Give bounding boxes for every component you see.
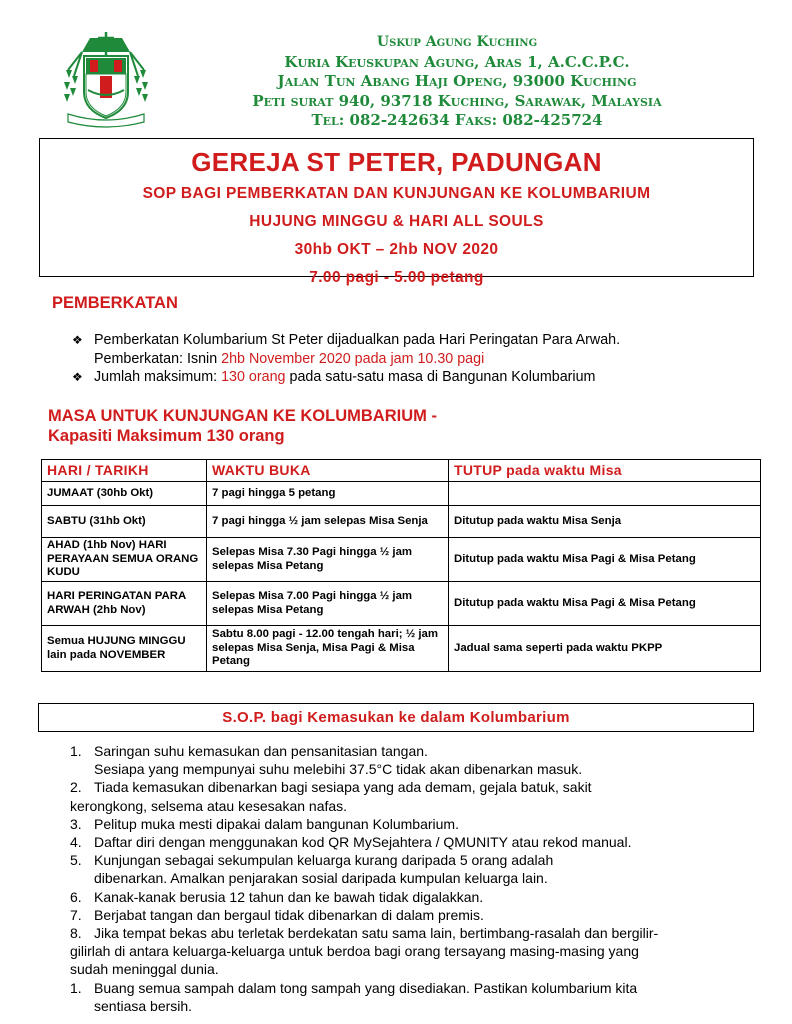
table-header-row [42, 460, 761, 482]
bullet-item [72, 331, 732, 368]
bullet-item [72, 368, 732, 387]
column-header-text: TUTUP [454, 461, 502, 478]
list-item [70, 815, 740, 833]
table-cell: 7 pagi hingga ½ jam selepas Misa Senja [207, 506, 449, 538]
table-row [42, 482, 761, 506]
list-item [70, 924, 740, 979]
item-text: sentiasa bersih. [94, 997, 193, 1014]
item-text: Saringan suhu kemasukan dan pensanitasian tangan. [94, 743, 428, 759]
item-text: Pelitup muka mesti dipakai dalam bangunan Kolumbarium. [94, 815, 459, 832]
table-row [42, 538, 761, 582]
table-cell: JUMAAT (30hb Okt) [42, 482, 207, 506]
list-item [70, 833, 740, 851]
item-text: dibenarkan. Amalkan penjarakan sosial daripada kumpulan keluarga lain. [94, 870, 548, 887]
table-cell: Semua HUJUNG MINGGU lain pada NOVEMBER [42, 626, 207, 672]
max-capacity: 130 orang [221, 369, 286, 385]
sop-list [70, 742, 740, 1015]
bullet-text: Pemberkatan Kolumbarium St Peter dijadualkan pada Hari Peringatan Para Arwah. [94, 332, 621, 348]
table-cell: Ditutup pada waktu Misa Pagi & Misa Petang [449, 582, 761, 626]
column-header: WAKTU BUKA [207, 460, 449, 482]
letterhead-line-2: Kuria Keuskupan Agung, Aras 1, A.C.C.P.C. [284, 52, 630, 71]
list-item [70, 979, 740, 1015]
blessing-date: 2hb November 2020 pada jam 10.30 pagi [221, 350, 485, 367]
list-item [70, 851, 740, 887]
letterhead-line-1: Uskup Agung Kuching [376, 34, 538, 50]
page-title: GEREJA ST PETER, PADUNGAN [191, 147, 602, 177]
bullet-text: Pemberkatan: Isnin [94, 350, 222, 367]
diamond-bullet-icon: ❖ [72, 333, 83, 347]
letterhead-line-3: Jalan Tun Abang Haji Openg, 93000 Kuching [277, 72, 637, 91]
pemberkatan-heading: PEMBERKATAN [52, 294, 178, 312]
item-number: 4. [70, 834, 82, 851]
item-text: gilirlah di antara keluarga-keluarga untuk berdoa bagi orang tersayang masing-masing yang [70, 943, 639, 960]
item-number: 6. [70, 888, 82, 905]
item-number: 3. [70, 815, 82, 832]
masa-heading-line-2: Kapasiti Maksimum 130 orang [48, 427, 285, 445]
column-header-text: pada waktu Misa [501, 461, 622, 478]
letterhead-line-5: Tel: 082-242634 Faks: 082-425724 [311, 111, 603, 130]
table-cell: HARI PERINGATAN PARA ARWAH (2hb Nov) [42, 582, 207, 626]
title-dates: 30hb OKT – 2hb NOV 2020 [294, 241, 499, 258]
sop-heading-box [38, 703, 754, 732]
item-text: Buang semua sampah dalam tong sampah yang disediakan. Pastikan kolumbarium kita [94, 979, 638, 996]
table-row [42, 626, 761, 672]
item-text: Kanak-kanak berusia 12 tahun dan ke bawah tidak digalakkan. [94, 888, 484, 905]
item-text: Kunjungan sebagai sekumpulan keluarga kurang daripada 5 orang adalah [94, 852, 554, 869]
schedule-table [41, 459, 761, 672]
list-item [70, 742, 740, 778]
column-header [449, 460, 761, 482]
title-box [39, 138, 754, 286]
table-cell: AHAD (1hb Nov) HARI PERAYAAN SEMUA ORANG KUDU [42, 538, 207, 582]
bullet-text-line2 [94, 350, 732, 369]
item-number: 7. [70, 906, 82, 923]
table-cell: Selepas Misa 7.30 Pagi hingga ½ jam selepas Misa Petang [207, 538, 449, 582]
item-number: 1. [70, 979, 82, 996]
bullet-text-line [94, 368, 732, 387]
item-number: 1. [70, 743, 82, 759]
archdiocese-crest-logo [60, 30, 152, 128]
title-subtitle-1: SOP BAGI PEMBERKATAN DAN KUNJUNGAN KE KOLUMBARIUM [142, 185, 651, 202]
letterhead-line-4: Peti surat 940, 93718 Kuching, Sarawak, Malaysia [252, 91, 662, 110]
table-cell: Sabtu 8.00 pagi - 12.00 tengah hari; ½ jam selepas Misa Senja, Misa Pagi & Misa Petang [207, 626, 449, 672]
table-cell: SABTU (31hb Okt) [42, 506, 207, 538]
list-item [70, 906, 740, 924]
item-text: Tiada kemasukan dibenarkan bagi sesiapa yang ada demam, gejala batuk, sakit [94, 779, 592, 796]
masa-heading [48, 406, 437, 446]
diamond-bullet-icon: ❖ [72, 370, 83, 384]
item-number: 8. [70, 925, 82, 942]
table-row [42, 506, 761, 538]
bullet-text: pada satu-satu masa di Bangunan Kolumbarium [285, 369, 596, 385]
list-item [70, 888, 740, 906]
table-cell [449, 482, 761, 506]
item-text: Jika tempat bekas abu terletak berdekatan satu sama lain, bertimbang-rasalah dan bergilir- [94, 925, 659, 942]
item-number: 5. [70, 852, 82, 869]
table-cell: Ditutup pada waktu Misa Pagi & Misa Petang [449, 538, 761, 582]
item-number: 2. [70, 779, 82, 796]
list-item [70, 778, 740, 814]
table-cell: Jadual sama seperti pada waktu PKPP [449, 626, 761, 672]
masa-heading-line-1: MASA UNTUK KUNJUNGAN KE KOLUMBARIUM - [48, 407, 437, 425]
table-cell: Ditutup pada waktu Misa Senja [449, 506, 761, 538]
item-text: Daftar diri dengan menggunakan kod QR MySejahtera / QMUNITY atau rekod manual. [94, 834, 632, 851]
item-text: Sesiapa yang mempunyai suhu melebihi 37.5°C tidak akan dibenarkan masuk. [94, 761, 583, 778]
pemberkatan-bullets [72, 331, 732, 387]
sop-heading: S.O.P. bagi Kemasukan ke dalam Kolumbarium [222, 709, 570, 726]
column-header: HARI / TARIKH [42, 460, 207, 482]
bullet-text: Jumlah maksimum: [94, 369, 222, 385]
letterhead [200, 33, 714, 131]
item-text: Berjabat tangan dan bergaul tidak dibenarkan di dalam premis. [94, 906, 484, 923]
table-cell: 7 pagi hingga 5 petang [207, 482, 449, 506]
item-text: sudah meninggal dunia. [70, 961, 219, 978]
title-subtitle-2: HUJUNG MINGGU & HARI ALL SOULS [249, 213, 544, 230]
item-text: kerongkong, selsema atau kesesakan nafas. [70, 797, 348, 814]
title-time: 7.00 pagi - 5.00 petang [309, 269, 484, 286]
table-cell: Selepas Misa 7.00 Pagi hingga ½ jam selepas Misa Petang [207, 582, 449, 626]
table-row [42, 582, 761, 626]
